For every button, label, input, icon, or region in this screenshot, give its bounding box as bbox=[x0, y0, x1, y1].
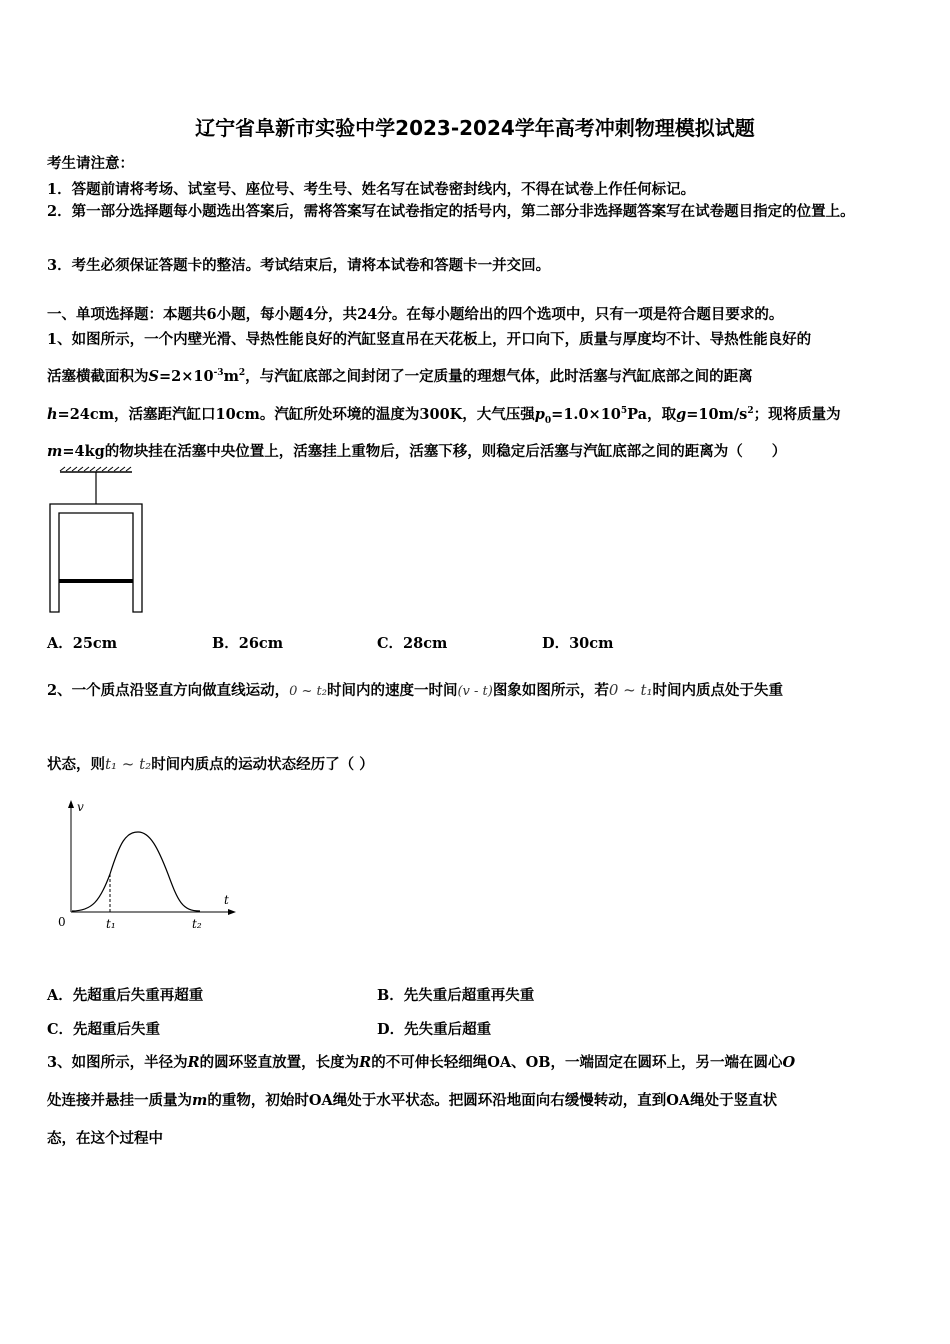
v-label: v bbox=[77, 800, 84, 814]
ceiling-hatch bbox=[60, 467, 131, 471]
q2-option-a[interactable]: A．先超重后失重再超重 bbox=[47, 987, 204, 1004]
t2-label: t₂ bbox=[192, 917, 202, 931]
t-label: t bbox=[224, 893, 229, 907]
q2-option-b[interactable]: B．先失重后超重再失重 bbox=[377, 987, 535, 1004]
q2-line-2: 状态，则t₁ ~ t₂时间内质点的运动状态经历了（ ） bbox=[47, 755, 374, 773]
q3-line-2: 处连接并悬挂一质量为m的重物，初始时OA绳处于水平状态。把圆环沿地面向右缓慢转动，直到OA绳处于竖直状 bbox=[47, 1092, 778, 1109]
notice-item-3: 3．考生必须保证答题卡的整洁。考试结束后，请将本试卷和答题卡一并交回。 bbox=[47, 257, 551, 274]
notice-heading: 考生请注意： bbox=[47, 155, 134, 172]
q2-line-1: 2、一个质点沿竖直方向做直线运动，0 ~ t₂时间内的速度一时间(v - t)图象如图所示，若0 ~ t₁时间内质点处于失重 bbox=[47, 681, 784, 699]
t-axis-arrow bbox=[228, 909, 236, 915]
q1-line-2: 活塞横截面积为$S=2\times 10^{-3}m^2$，与汽缸底部之间封闭了一定质量的理想气体，此时活塞与汽缸底部之间的距离 bbox=[47, 368, 753, 385]
q1-line-3: h=24cm，活塞距汽缸口10cm。汽缸所处环境的温度为300K，大气压强$p_0=1.0\times 10^5Pa$，取$g=10m/s^2$；现将质量为 bbox=[47, 406, 841, 426]
q1-option-b[interactable]: B．26cm bbox=[212, 635, 284, 652]
q3-line-1: 3、如图所示，半径为R的圆环竖直放置，长度为R的不可伸长轻细绳OA、OB，一端固定在圆环上，另一端在圆心O bbox=[47, 1054, 796, 1071]
velocity-curve bbox=[72, 832, 200, 911]
v-axis-arrow bbox=[68, 800, 74, 808]
cylinder-figure bbox=[40, 466, 152, 618]
q1-option-c[interactable]: C．28cm bbox=[377, 635, 448, 652]
q1-option-d[interactable]: D．30cm bbox=[542, 635, 614, 652]
q2-option-d[interactable]: D．先失重后超重 bbox=[377, 1021, 492, 1038]
notice-item-2: 2．第一部分选择题每小题选出答案后，需将答案写在试卷指定的括号内，第二部分非选择题答案写在试卷题目指定的位置上。 bbox=[47, 203, 855, 220]
cylinder-wall bbox=[50, 504, 142, 612]
origin-label: 0 bbox=[58, 915, 66, 929]
q3-line-3: 态，在这个过程中 bbox=[47, 1130, 163, 1147]
q1-line-1: 1、如图所示，一个内壁光滑、导热性能良好的汽缸竖直吊在天花板上，开口向下，质量与厚度均不计、导热性能良好的 bbox=[47, 331, 812, 348]
piston bbox=[59, 579, 133, 583]
section-heading: 一、单项选择题：本题共6小题，每小题4分，共24分。在每小题给出的四个选项中，只有一项是符合题目要求的。 bbox=[47, 306, 784, 323]
vt-graph bbox=[52, 798, 242, 938]
q2-option-c[interactable]: C．先超重后失重 bbox=[47, 1021, 161, 1038]
q1-option-a[interactable]: A．25cm bbox=[47, 635, 118, 652]
t1-label: t₁ bbox=[106, 917, 116, 931]
page-title: 辽宁省阜新市实验中学2023-2024学年高考冲刺物理模拟试题 bbox=[195, 116, 755, 140]
q1-line-4: m=4kg的物块挂在活塞中央位置上，活塞挂上重物后，活塞下移，则稳定后活塞与汽缸底部之间的距离为（ ） bbox=[47, 443, 787, 460]
notice-item-1: 1．答题前请将考场、试室号、座位号、考生号、姓名写在试卷密封线内，不得在试卷上作任何标记。 bbox=[47, 181, 696, 198]
